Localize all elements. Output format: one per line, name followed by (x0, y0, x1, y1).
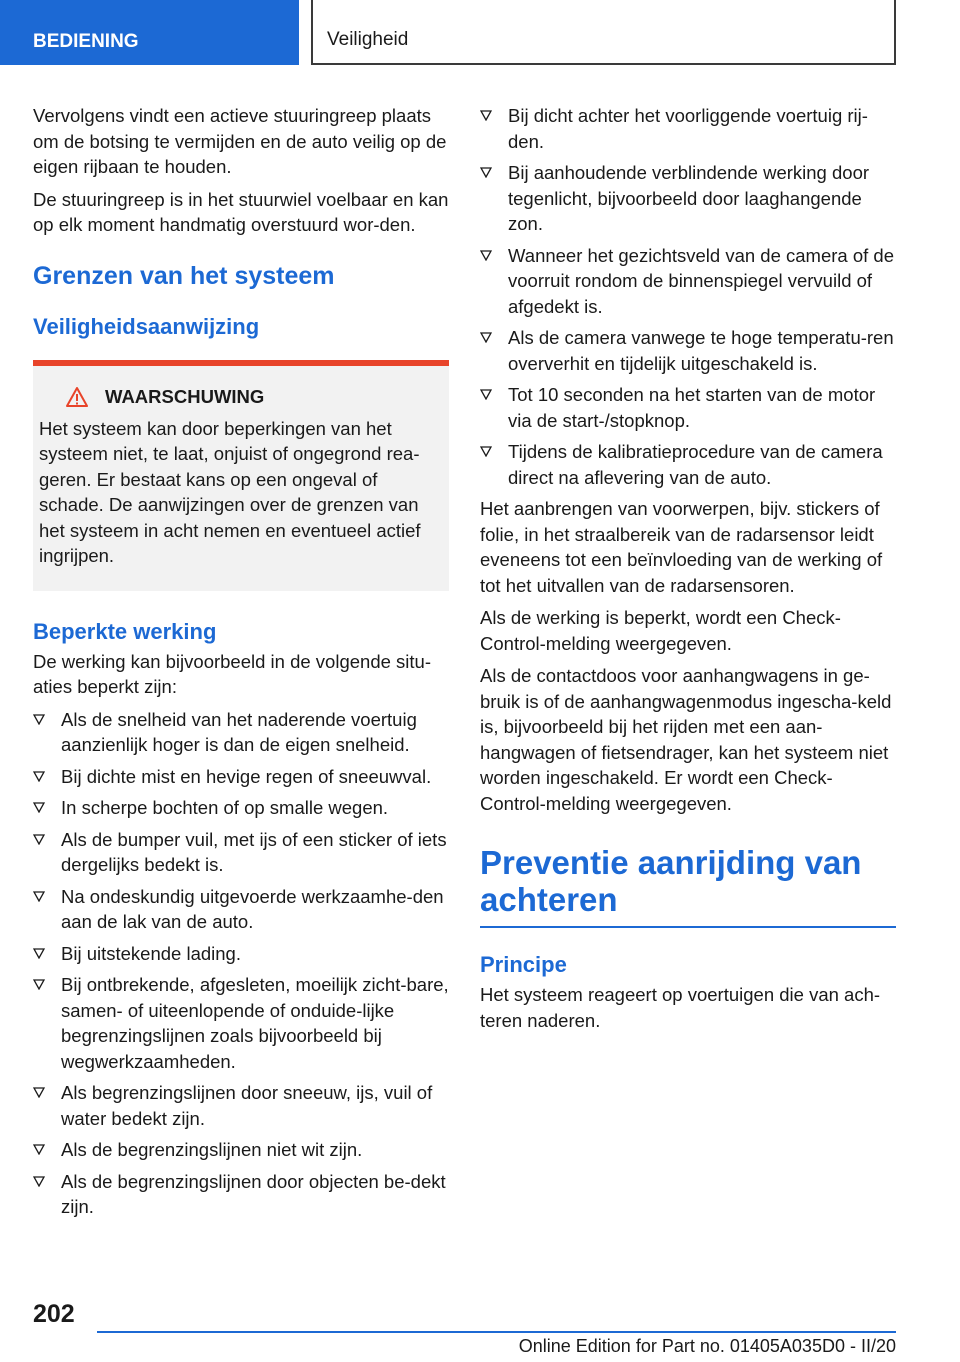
title-divider (480, 926, 896, 928)
triangle-bullet-icon (33, 1144, 45, 1155)
list-item: Tijdens de kalibratieprocedure van de camera direct na aflevering van de auto. (480, 439, 896, 490)
left-column (33, 103, 449, 1226)
list-item: Bij dicht achter het voorliggende voertuig rij-den. (480, 103, 896, 154)
triangle-bullet-icon (33, 891, 45, 902)
triangle-bullet-icon (480, 110, 492, 121)
warning-text: Het systeem kan door beperkingen van het systeem niet, te laat, onjuist of ongegrond rea-geren. Er bestaat kans op een ongeval of schade. De aanwijzingen over de grenzen van het systeem in acht nemen en eventueel actief ingrijpen. (39, 417, 421, 566)
list-item: Als de camera vanwege te hoge temperatu-ren oververhit en tijdelijk uitgeschakeld is. (480, 325, 896, 376)
list-item: Als de bumper vuil, met ijs of een sticker of iets dergelijks bedekt is. (33, 827, 449, 878)
triangle-bullet-icon (480, 250, 492, 261)
list-item: In scherpe bochten of op smalle wegen. (33, 795, 449, 821)
triangle-bullet-icon (480, 446, 492, 457)
chapter-title: Preventie aanrijding van achteren (480, 844, 862, 918)
warning-box (33, 360, 449, 591)
principle-title: Principe (480, 952, 567, 977)
list-item: Als de snelheid van het naderende voertuig aanzienlijk hoger is dan de eigen snelheid. (33, 707, 449, 758)
warning-heading (66, 384, 439, 410)
section-title: Grenzen van het systeem (33, 261, 335, 290)
limited-title: Beperkte werking (33, 618, 217, 644)
list-item: Bij aanhoudende verblindende werking door tegenlicht, bijvoorbeeld door laaghangende zon. (480, 160, 896, 237)
triangle-bullet-icon (33, 1176, 45, 1187)
limited-list (33, 707, 449, 1220)
page-number: 202 (33, 1300, 75, 1328)
list-item: Bij dichte mist en hevige regen of sneeuwval. (33, 764, 449, 790)
list-item: Als de begrenzingslijnen niet wit zijn. (33, 1137, 449, 1163)
triangle-bullet-icon (33, 834, 45, 845)
list-item: Als begrenzingslijnen door sneeuw, ijs, vuil of water bedekt zijn. (33, 1080, 449, 1131)
triangle-bullet-icon (480, 389, 492, 400)
triangle-bullet-icon (33, 948, 45, 959)
principle-text: Het systeem reageert op voertuigen die van ach-teren naderen. (480, 984, 881, 1031)
footer-edition: Online Edition for Part no. 01405A035D0 - II/20 (518, 1336, 896, 1356)
body-paragraph: Als de werking is beperkt, wordt een Check-Control-melding weergegeven. (480, 607, 841, 654)
list-item: Tot 10 seconden na het starten van de motor via de start-/stopknop. (480, 382, 896, 433)
triangle-bullet-icon (33, 714, 45, 725)
limited-list-continued (480, 103, 896, 490)
triangle-bullet-icon (33, 771, 45, 782)
triangle-bullet-icon (33, 1087, 45, 1098)
triangle-bullet-icon (480, 332, 492, 343)
right-column (480, 103, 896, 1040)
header-section-label: BEDIENING (0, 0, 299, 65)
triangle-bullet-icon (33, 802, 45, 813)
list-item: Als de begrenzingslijnen door objecten be-dekt zijn. (33, 1169, 449, 1220)
limited-intro: De werking kan bijvoorbeeld in de volgende situ-aties beperkt zijn: (33, 650, 431, 697)
intro-paragraph: Vervolgens vindt een actieve stuuringreep plaats om de botsing te vermijden en de auto veilig op de eigen rijbaan te houden. (33, 105, 447, 177)
triangle-bullet-icon (480, 167, 492, 178)
warning-triangle-icon (66, 386, 88, 408)
footer-divider (97, 1331, 896, 1333)
list-item: Bij uitstekende lading. (33, 941, 449, 967)
safety-title: Veiligheidsaanwijzing (33, 313, 260, 339)
warning-title: WAARSCHUWING (105, 385, 265, 407)
body-paragraph: Als de contactdoos voor aanhangwagens in ge-bruik is of de aanhangwagenmodus ingescha-keld is, bijvoorbeeld bij het rijden met een aan-hangwagen of fietsendrager, kan het systeem niet worden ingeschakeld. Er wordt een Check-Control-melding weergegeven. (480, 665, 892, 814)
header-chapter-label: Veiligheid (311, 0, 896, 65)
intro-paragraph: De stuuringreep is in het stuurwiel voelbaar en kan op elk moment handmatig overstuurd wor-den. (33, 188, 449, 235)
list-item: Na ondeskundig uitgevoerde werkzaamhe-den aan de lak van de auto. (33, 884, 449, 935)
triangle-bullet-icon (33, 979, 45, 990)
list-item: Wanneer het gezichtsveld van de camera of de voorruit rondom de binnenspiegel vervuild of afgedekt is. (480, 243, 896, 320)
body-paragraph: Het aanbrengen van voorwerpen, bijv. stickers of folie, in het straalbereik van de radarsensor leidt eveneens tot een beïnvloeding van de werking of tot het uitvallen van de radarsensoren. (480, 498, 883, 596)
list-item: Bij ontbrekende, afgesleten, moeilijk zicht-bare, samen- of uiteenlopende of onduide-lijke begrenzingslijnen zoals bijvoorbeeld bij wegwerkzaamheden. (33, 972, 449, 1074)
